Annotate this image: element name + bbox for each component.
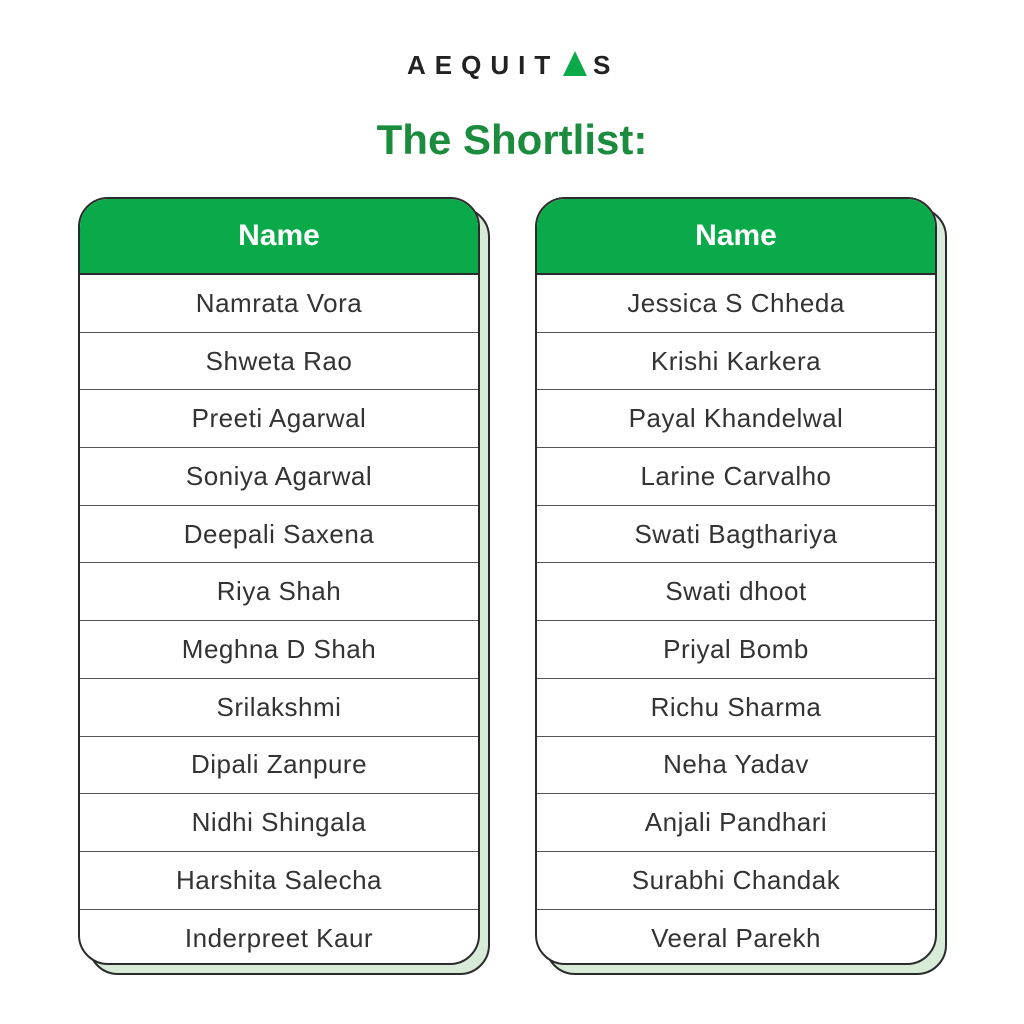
table-rows (80, 275, 478, 965)
table-row: Dipali Zanpure (80, 737, 478, 795)
table-row: Veeral Parekh (651, 922, 821, 953)
table-row: Surabhi Chandak (537, 852, 935, 910)
table-row: Jessica S Chheda (537, 275, 935, 333)
aequitas-logo-mark (407, 47, 617, 81)
table-row: Deepali Saxena (80, 506, 478, 564)
brand-logo (0, 44, 1024, 84)
table-row: Krishi Karkera (537, 333, 935, 391)
svg-text:AEQUIT: AEQUIT (407, 50, 560, 80)
table-row: Nidhi Shingala (80, 794, 478, 852)
table-row: Namrata Vora (80, 275, 478, 333)
table-row: Preeti Agarwal (80, 390, 478, 448)
column-header-name: Name (80, 199, 478, 275)
table-row: Harshita Salecha (80, 852, 478, 910)
table-row: Larine Carvalho (537, 448, 935, 506)
table-row: Priyal Bomb (537, 621, 935, 679)
table-row: Swati Bagthariya (537, 506, 935, 564)
table-card (535, 197, 937, 965)
table-row: Anjali Pandhari (537, 794, 935, 852)
table-row: Soniya Agarwal (80, 448, 478, 506)
shortlist-table-right (535, 197, 937, 965)
shortlist-table-left (78, 197, 480, 965)
table-row: Richu Sharma (537, 679, 935, 737)
table-row: Riya Shah (80, 563, 478, 621)
column-header-name: Name (537, 199, 935, 275)
table-row: Shweta Rao (80, 333, 478, 391)
table-row: Meghna D Shah (80, 621, 478, 679)
table-card (78, 197, 480, 965)
table-rows (537, 275, 935, 965)
table-row: Swati dhoot (537, 563, 935, 621)
svg-text:S: S (593, 50, 611, 80)
table-row: Srilakshmi (80, 679, 478, 737)
table-row: Payal Khandelwal (537, 390, 935, 448)
table-row: Inderpreet Kaur (184, 922, 374, 953)
table-row: Neha Yadav (537, 737, 935, 795)
page-title: The Shortlist: (376, 116, 648, 163)
